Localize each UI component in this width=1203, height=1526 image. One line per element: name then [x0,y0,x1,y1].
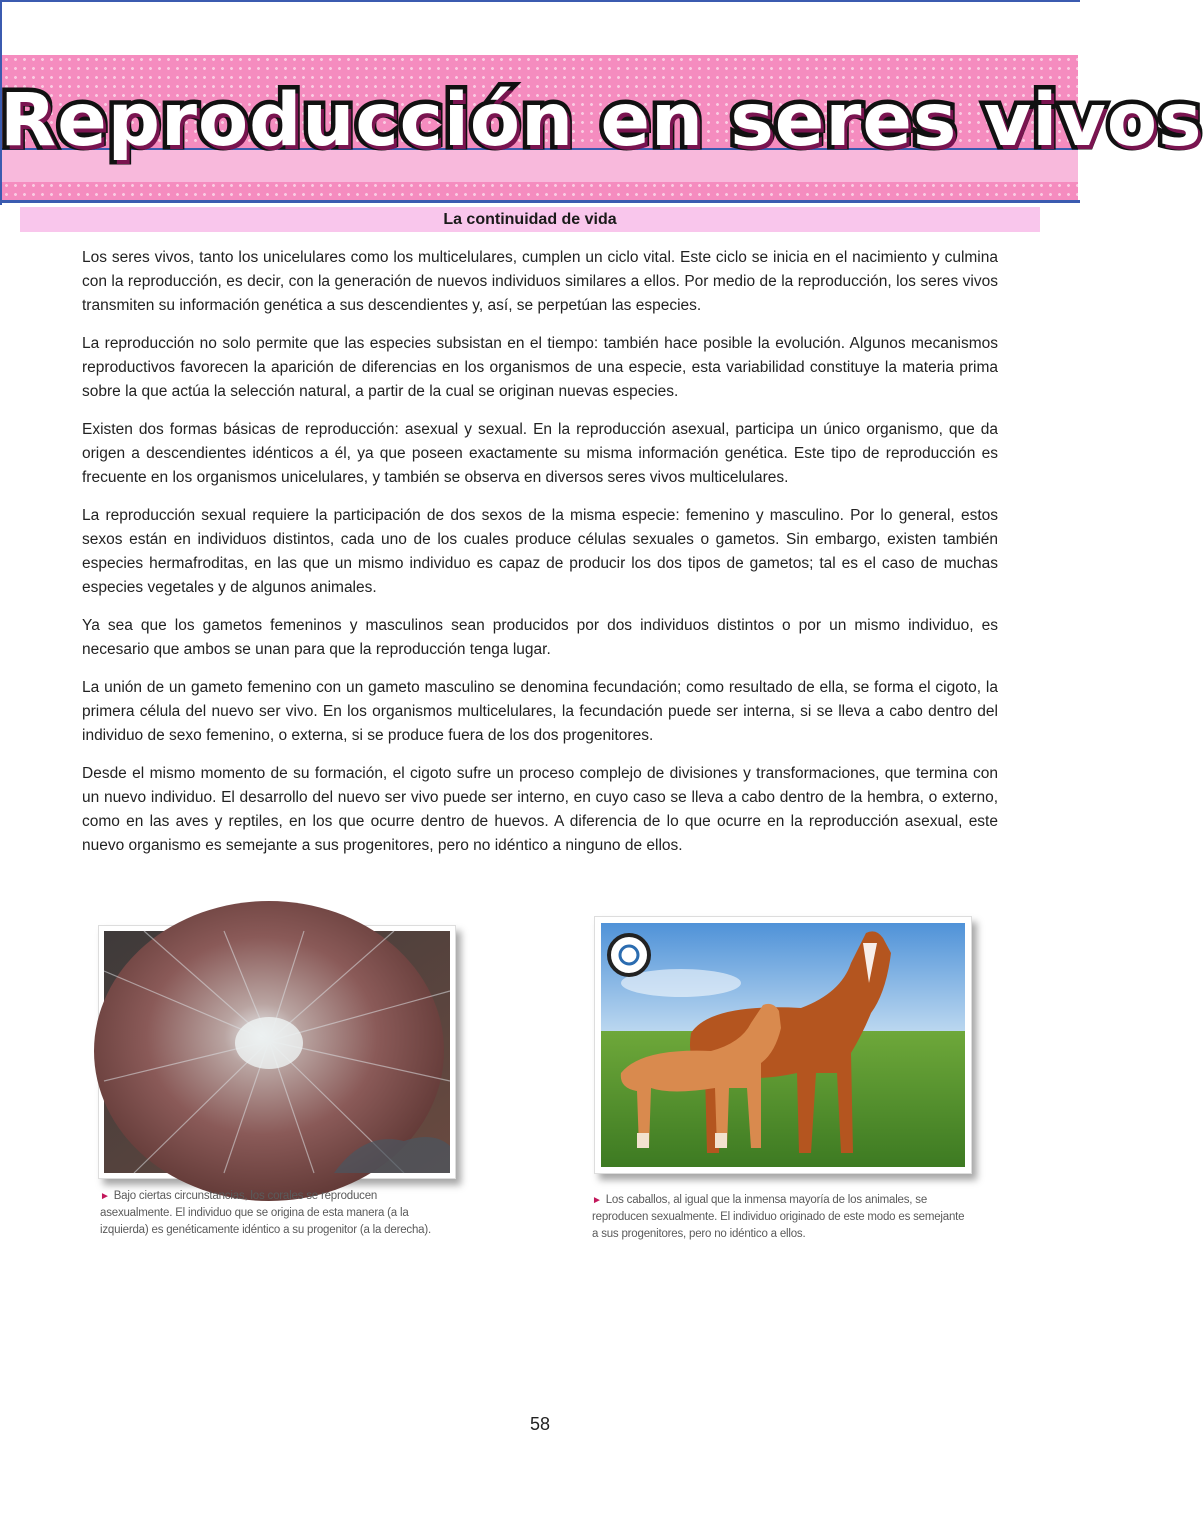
horses-caption [592,1192,972,1243]
coral-image [104,931,450,1173]
body-text [82,246,998,872]
coral-photo [98,925,456,1179]
paragraph: Desde el mismo momento de su formación, el cigoto sufre un proceso complejo de divisiones y transformaciones, que termina con un nuevo individuo. El desarrollo del nuevo ser vivo puede ser interno, en cuyo caso se lleva a cabo dentro de la hembra, o externo, como en las aves y reptiles, en los que ocurre dentro de huevos. A diferencia de lo que ocurre en la reproducción asexual, este nuevo organismo es semejante a sus progenitores, pero no idéntico a ninguno de ellos. [82,765,998,854]
paragraph: Existen dos formas básicas de reproducción: asexual y sexual. En la reproducción asexual, participa un único organismo, que da origen a descendientes idénticos a él, ya que poseen exactamente su misma información genética. Este tipo de reproducción es frecuente en los organismos unicelulares, y también se observa en diversos seres vivos multicelulares. [82,421,998,486]
horses-photo [594,916,972,1174]
paragraph: Los seres vivos, tanto los unicelulares como los multicelulares, cumplen un ciclo vital. Este ciclo se inicia en el nacimiento y culmina con la reproducción, es decir, con la generación de nuevos individuos similares a ellos. Por medio de la reproducción, los seres vivos transmiten su información genética a sus descendientes y, así, se perpetúan las especies. [82,249,998,314]
horses-image [601,923,965,1167]
paragraph: Ya sea que los gametos femeninos y masculinos sean producidos por dos individuos distintos o por un mismo individuo, es necesario que ambos se unan para que la reproducción tenga lugar. [82,617,998,658]
coral-caption [100,1188,450,1239]
caption-arrow-icon: ► [592,1195,602,1206]
paragraph: La unión de un gameto femenino con un gameto masculino se denomina fecundación; como resultado de ella, se forma el cigoto, la primera célula del nuevo ser vivo. En los organismos multicelulares, la fecundación puede ser interna, si se lleva a cabo dentro del individuo de sexo femenino, o externa, si se produce fuera de los dos progenitores. [82,679,998,744]
coral-caption-text: Bajo ciertas circunstancias, los corales se reproducen asexualmente. El individuo que se origina de esta manera (a la izquierda) es genéticamente idéntico a su progenitor (a la derecha). [100,1190,431,1236]
top-border [0,0,1080,2]
banner-bottom-rule [0,200,1080,203]
page-title: Reproducción en seres vivos [0,78,1203,163]
horses-caption-text: Los caballos, al igual que la inmensa mayoría de los animales, se reproducen sexualmente. El individuo originado de este modo es semejante a sus progenitores, pero no idéntico a ellos. [592,1194,965,1240]
paragraph: La reproducción sexual requiere la participación de dos sexos de la misma especie: femenino y masculino. Por lo general, estos sexos están en individuos distintos, cada uno de los cuales produce células sexuales o gametos. Sin embargo, existen también especies hermafroditas, en las que un mismo individuo es capaz de producir los dos tipos de gametos; tal es el caso de muchas especies vegetales y de algunos animales. [82,507,998,596]
page-number: 58 [529,1414,551,1434]
section-subtitle: La continuidad de vida [20,207,1040,232]
caption-arrow-icon: ► [100,1191,110,1202]
paragraph: La reproducción no solo permite que las especies subsistan en el tiempo: también hace posible la evolución. Algunos mecanismos reproductivos favorecen la aparición de diferencias en los organismos de una especie, esta variabilidad constituye la materia prima sobre la que actúa la selección natural, a partir de la cual se originan nuevas especies. [82,335,998,400]
